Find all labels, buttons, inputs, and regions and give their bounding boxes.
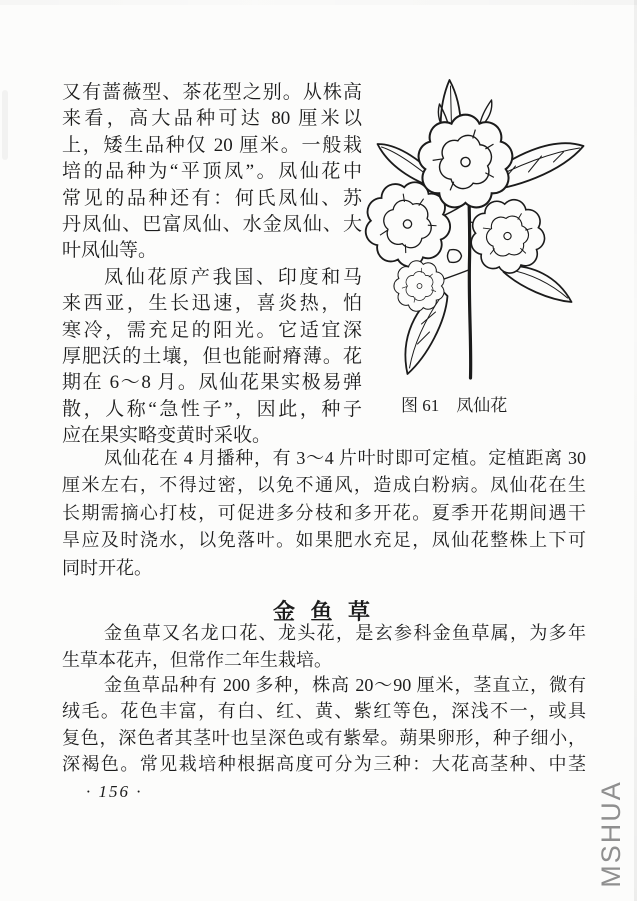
snapdragon-paragraph-2 [62, 672, 586, 777]
text-line: 深褐色。常见栽培种根据高度可分为三种：大花高茎种、中茎 [62, 753, 586, 774]
text-line: 培的品种为“平顶凤”。凤仙花中 [62, 161, 362, 183]
balsam-illustration [352, 74, 590, 386]
snapdragon-paragraph-1 [62, 620, 586, 674]
text-line: 散，人称“急性子”，因此，种子 [62, 398, 362, 420]
text-line: 长期需摘心打枝，可促进多分枝和多开花。夏季开花期间遇干 [62, 502, 586, 523]
text-line: 上，矮生品种仅 20 厘米。一般栽 [62, 134, 362, 156]
text-line: 丹凤仙、巴富凤仙、水金凤仙、大 [62, 213, 362, 235]
text-line: 凤仙花原产我国、印度和马 [104, 266, 362, 288]
page-number: · 156 · [86, 782, 143, 801]
section-heading: 金 鱼 草 [272, 599, 375, 624]
text-line: 常见的品种还有：何氏凤仙、苏 [62, 187, 362, 209]
text-line: 金鱼草又名龙口花、龙头花，是玄参科金鱼草属，为多年 [104, 623, 586, 643]
text-line: 寒冷，需充足的阳光。它适宜深 [62, 319, 362, 341]
text-line: 厚肥沃的土壤，但也能耐瘠薄。花 [62, 345, 362, 367]
text-line: 厘米左右，不得过密，以免不通风，造成白粉病。凤仙花在生 [62, 475, 586, 496]
text-line: 金鱼草品种有 200 多种，株高 20～90 厘米，茎直立，微有 [104, 675, 586, 695]
text-line: 同时开花。 [62, 557, 152, 578]
text-line: 旱应及时浇水，以免落叶。如果肥水充足，凤仙花整株上下可 [62, 530, 586, 551]
text-line: 叶凤仙等。 [62, 240, 158, 262]
text-line: 来看，高大品种可达 80 厘米以 [62, 108, 362, 130]
text-line: 复色，深色者其茎叶也呈深色或有紫晕。蒴果卵形，种子细小， [62, 727, 586, 748]
scan-smudge-artifact [2, 90, 8, 160]
scan-edge-artifact [0, 0, 637, 5]
text-line: 应在果实略变黄时采收。 [62, 425, 272, 447]
balsam-column-text [62, 80, 362, 449]
balsam-fullwidth-text [62, 445, 586, 582]
text-line: 又有蔷薇型、茶花型之别。从株高 [62, 82, 362, 103]
text-line: 凤仙花在 4 月播种，有 3～4 片叶时即可定植。定植距离 30 [104, 448, 586, 468]
text-line: 绒毛。花色丰富，有白、红、黄、紫红等色，深浅不一，或具 [62, 701, 586, 722]
watermark: MSHUA [596, 780, 626, 888]
text-line: 生草本花卉，但常作二年生栽培。 [62, 650, 332, 670]
text-line: 来西亚，生长迅速，喜炎热，怕 [62, 293, 362, 315]
text-line: 期在 6～8 月。凤仙花果实极易弹 [62, 372, 362, 394]
figure-caption: 图 61 凤仙花 [401, 396, 508, 415]
